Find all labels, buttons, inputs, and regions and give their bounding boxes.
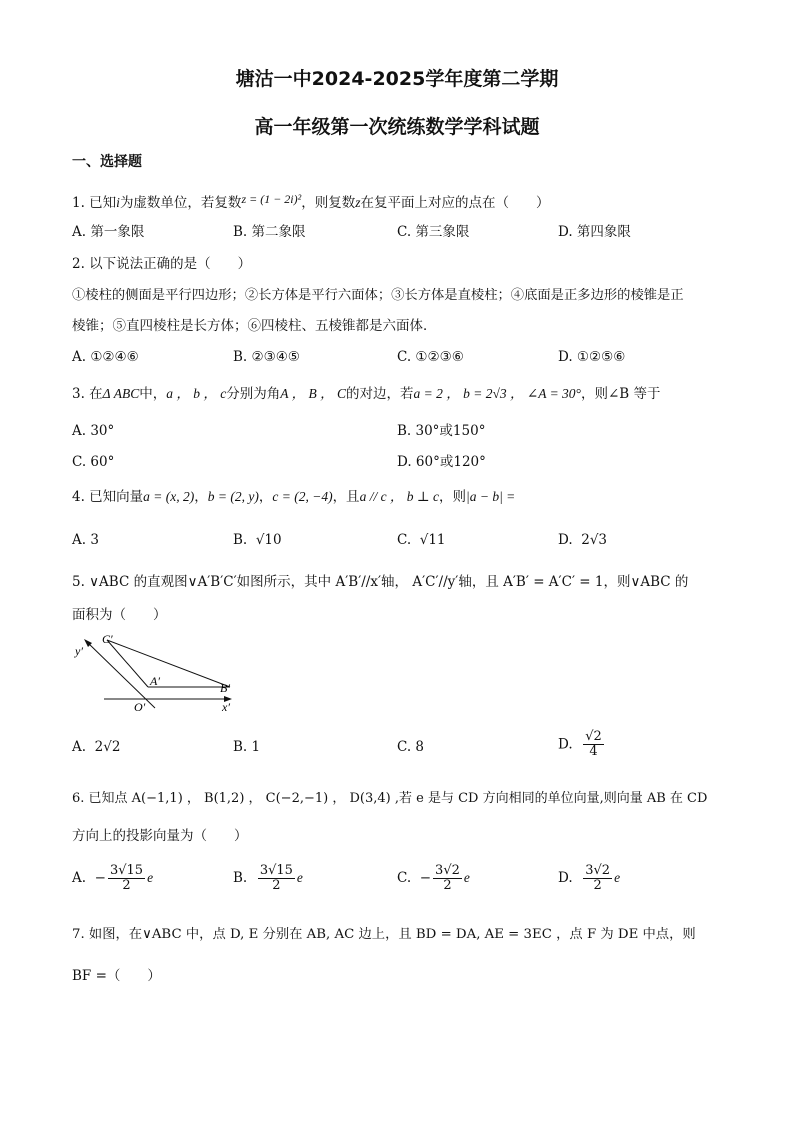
- q2-statement-line-1: ①棱柱的侧面是平行四边形；②长方体是平行六面体；③长方体是直棱柱；④底面是正多边形的棱锥是正: [72, 288, 684, 303]
- question-7-line-1: 7. 如图，在∨ABC 中，点 D, E 分别在 AB, AC 边上，且 BD = DA, AE = 3EC ，点 F 为 DE 中点，则: [72, 927, 696, 942]
- vector-a: a = (x, 2): [143, 489, 195, 504]
- label-a: A′: [150, 674, 160, 688]
- question-4-stem: 4. 已知向量a = (x, 2)，b = (2, y)，c = (2, −4)，且a // c ， b ⊥ c，则|a − b| =: [72, 489, 516, 505]
- q2-option-a: A. ①②④⑥: [72, 349, 139, 365]
- q5-option-d: D. $\frac{√2}{4}$: [558, 729, 602, 759]
- label-o: O′: [134, 700, 146, 714]
- question-3-stem: 3. 在Δ ABC中，a ， b ， c分别为角A ， B ， C的对边，若a = 2 ， b = 2√3 ， ∠A = 30°，则∠B 等于: [72, 386, 661, 402]
- question-2-stem: 2. 以下说法正确的是（ ）: [72, 256, 252, 272]
- question-1-stem: 1. 已知i为虚数单位，若复数z = (1 − 2i)²，则复数z在复平面上对应的点在（ ）: [72, 192, 550, 211]
- q6-option-b: B. $\frac{3√15}{2}$ e: [233, 863, 303, 893]
- question-6-line-2: 方向上的投影向量为（ ）: [72, 828, 248, 844]
- label-x: x′: [222, 700, 230, 714]
- q3-option-a: A. 30°: [72, 423, 115, 439]
- q4-option-a: A. 3: [72, 532, 99, 548]
- q3-option-b: B. 30°或150°: [397, 423, 486, 439]
- title-line-1: 塘沽一中2024-2025学年度第二学期: [235, 68, 559, 90]
- section-heading: 一、选择题: [72, 154, 142, 170]
- q6-option-c: C. − $\frac{3√2}{2}$ e: [397, 863, 470, 893]
- q2-option-c: C. ①②③⑥: [397, 349, 464, 365]
- q1-option-b: B. 第二象限: [233, 224, 306, 240]
- vector-c: c = (2, −4): [272, 489, 333, 504]
- q5-option-a: A. 2√2: [72, 739, 121, 755]
- title-line-2: 高一年级第一次统练数学学科试题: [254, 116, 540, 138]
- question-7-line-2: BF =（ ）: [72, 968, 161, 984]
- vector-b: b = (2, y): [207, 489, 259, 504]
- q3-option-c: C. 60°: [72, 454, 115, 470]
- label-b: B′: [220, 681, 230, 695]
- q2-statement-line-2: 棱锥；⑤直四棱柱是长方体；⑥四棱柱、五棱锥都是六面体．: [72, 318, 437, 334]
- q5-option-c: C. 8: [397, 739, 425, 755]
- q1-formula: z = (1 − 2i)²: [241, 192, 302, 206]
- question-6-line-1: 6. 已知点 A(−1,1) ， B(1,2) ， C(−2,−1) ， D(3,4) ,若 e 是与 CD 方向相同的单位向量,则向量 AB 在 CD: [72, 791, 708, 806]
- q4-option-c: C. √11: [397, 532, 446, 548]
- question-5-line-2: 面积为（ ）: [72, 607, 167, 623]
- q1-option-c: C. 第三象限: [397, 224, 470, 240]
- y-axis: [87, 642, 155, 708]
- q1-option-d: D. 第四象限: [558, 224, 631, 240]
- label-c: C′: [102, 632, 113, 646]
- oblique-projection-figure: [70, 630, 240, 720]
- q1-option-a: A. 第一象限: [72, 224, 145, 240]
- q5-option-b: B. 1: [233, 739, 261, 755]
- label-y: y′: [75, 644, 83, 658]
- q4-option-b: B. √10: [233, 532, 282, 548]
- q2-option-d: D. ①②⑤⑥: [558, 349, 626, 365]
- question-5-line-1: 5. ∨ABC 的直观图∨A′B′C′如图所示，其中 A′B′//x′轴， A′C′//y′轴，且 A′B′ = A′C′ = 1，则∨ABC 的: [72, 574, 689, 590]
- q6-option-d: D. $\frac{3√2}{2}$ e: [558, 863, 621, 893]
- edge-c-a: [107, 640, 148, 687]
- q6-option-a: A. − $\frac{3√15}{2}$ e: [72, 863, 154, 893]
- q4-option-d: D. 2√3: [558, 532, 608, 548]
- q2-option-b: B. ②③④⑤: [233, 349, 300, 365]
- q3-option-d: D. 60°或120°: [397, 454, 486, 470]
